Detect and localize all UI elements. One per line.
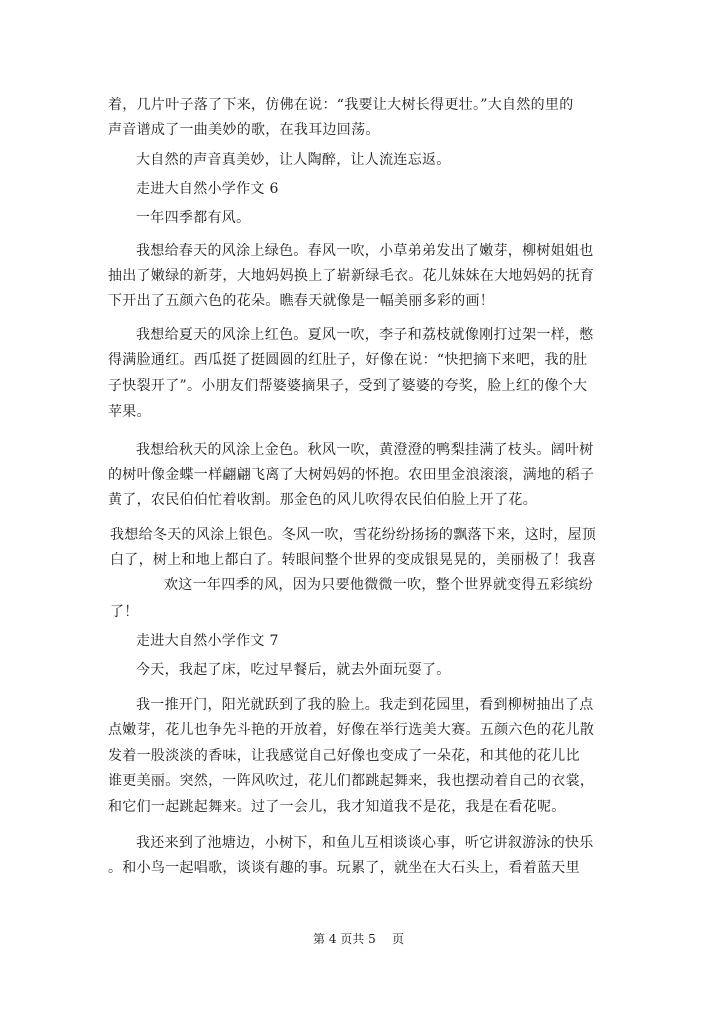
text-line: 我想给春天的风涂上绿色。春风一吹，小草弟弟发出了嫩芽，柳树姐姐也: [136, 243, 594, 259]
text-line: 抽出了嫩绿的新芽，大地妈妈换上了崭新绿毛衣。花儿妹妹在大地妈妈的抚育: [108, 268, 595, 284]
text-line: 苹果。: [108, 404, 151, 420]
text-line: 谁更美丽。突然，一阵风吹过，花儿们都跳起舞来，我也摆动着自己的衣裳，: [108, 773, 595, 789]
text-line: 发着一股淡淡的香味，让我感觉自己好像也变成了一朵花，和其他的花儿比: [108, 748, 580, 764]
text-line: 声音谱成了一曲美妙的歌，在我耳边回荡。: [108, 122, 380, 138]
text-line: 我想给冬天的风涂上银色。冬风一吹，雪花纷纷扬扬的飘落下来，这时，屋顶: [110, 527, 597, 543]
text-line: 欢这一年四季的风，因为只要他微微一吹，整个世界就变得五彩缤纷: [164, 577, 593, 593]
text-line: 子快裂开了”。小朋友们帮婆婆摘果子，受到了婆婆的夸奖，脸上红的像个大: [108, 378, 588, 394]
text-line: 。和小鸟一起唱歌，谈谈有趣的事。玩累了，就坐在大石头上，看着蓝天里: [108, 860, 580, 876]
text-line: 和它们一起跳起舞来。过了一会儿，我才知道我不是花，我是在看花呢。: [108, 799, 566, 815]
text-line: 我想给秋天的风涂上金色。秋风一吹，黄澄澄的鸭梨挂满了枝头。阔叶树: [136, 442, 594, 458]
text-line: 的树叶像金蝶一样翩翩飞离了大树妈妈的怀抱。农田里金浪滚滚，满地的稻子: [108, 467, 595, 483]
section-heading: 走进大自然小学作文 7: [136, 633, 279, 649]
text-line: 了！: [110, 604, 139, 620]
page-number-suffix: 页: [392, 932, 405, 946]
text-line: 下开出了五颜六色的花朵。瞧春天就像是一幅美丽多彩的画！: [108, 293, 495, 309]
text-line: 黄了，农民伯伯忙着收割。那金色的风儿吹得农民伯伯脸上开了花。: [108, 492, 537, 508]
section-heading: 走进大自然小学作文 6: [136, 181, 279, 197]
text-line: 白了，树上和地上都白了。转眼间整个世界的变成银晃晃的，美丽极了！我喜: [110, 552, 597, 568]
text-line: 今天，我起了床，吃过早餐后，就去外面玩耍了。: [136, 662, 451, 678]
text-line: 着，几片叶子落了下来，仿佛在说：“我要让大树长得更壮。”大自然的里的: [108, 97, 574, 113]
page-number-label: 第 4 页共 5: [313, 932, 376, 946]
text-line: 一年四季都有风。: [136, 210, 251, 226]
text-line: 点嫩芽，花儿也争先斗艳的开放着，好像在举行选美大赛。五颜六色的花儿散: [108, 722, 595, 738]
text-line: 我一推开门，阳光就跃到了我的脸上。我走到花园里，看到柳树抽出了点: [136, 697, 594, 713]
text-line: 得满脸通红。西瓜挺了挺圆圆的红肚子，好像在说：“快把摘下来吧，我的肚: [108, 352, 588, 368]
text-line: 我还来到了池塘边，小树下，和鱼儿互相谈谈心事，听它讲叙游泳的快乐: [136, 835, 594, 851]
text-line: 我想给夏天的风涂上红色。夏风一吹，李子和荔枝就像刚打过架一样，憋: [136, 327, 594, 343]
text-line: 大自然的声音真美妙，让人陶醉，让人流连忘返。: [136, 152, 451, 168]
